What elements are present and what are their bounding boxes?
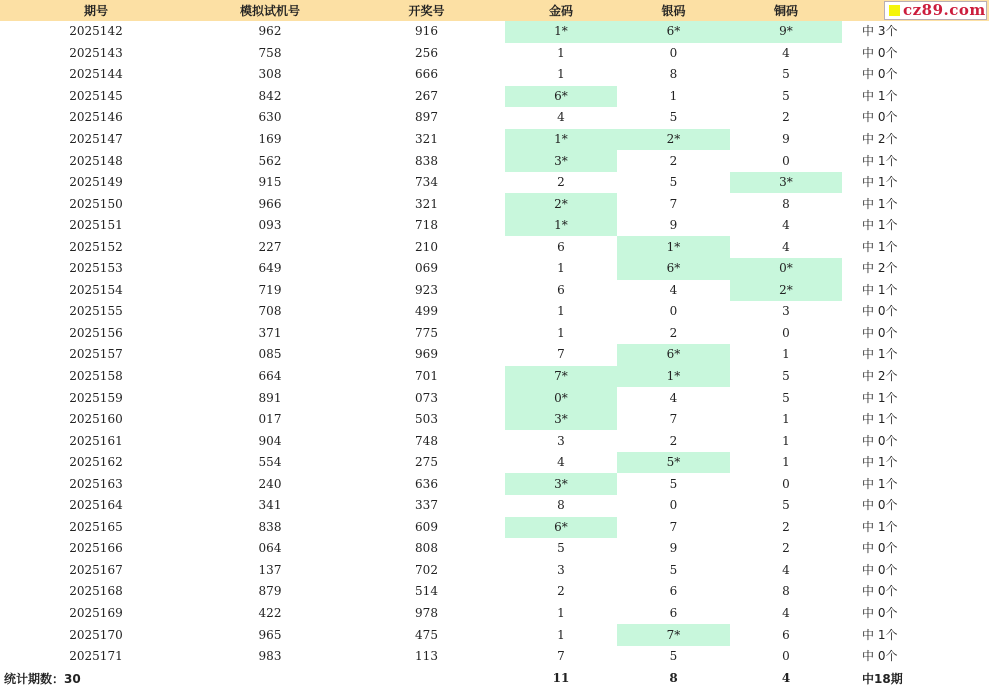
cell-bronze-code: 5	[782, 88, 790, 103]
cell-draw-number: 267	[415, 88, 438, 103]
cell-gold-code: 3*	[505, 409, 617, 431]
cell-bronze-code: 0*	[730, 258, 842, 280]
cell-silver-code: 6	[669, 584, 678, 599]
cell-silver-code: 0	[669, 498, 678, 513]
cell-silver-code: 2*	[617, 129, 730, 151]
cell-period: 2025165	[69, 519, 123, 534]
cell-silver-code: 0	[669, 45, 678, 60]
cell-bronze-code: 4	[782, 45, 790, 60]
cell-bronze-code: 5	[782, 498, 790, 513]
cell-gold-code: 2	[557, 175, 565, 190]
cell-bronze-code: 3*	[730, 172, 842, 194]
table-body	[0, 21, 989, 667]
cell-draw-number: 808	[415, 541, 438, 556]
summary-row	[0, 667, 989, 689]
table-row	[0, 452, 989, 474]
cell-hit-count: 中 1个	[862, 455, 898, 470]
header-gold-code: 金码	[548, 4, 573, 18]
cell-hit-count: 中 1个	[862, 88, 898, 103]
table-row	[0, 624, 989, 646]
header-silver-code: 银码	[661, 4, 686, 18]
cell-sim-number: 649	[258, 261, 282, 276]
cell-sim-number: 966	[258, 196, 282, 211]
cell-sim-number: 879	[258, 584, 282, 599]
cell-hit-count: 中 0个	[862, 67, 898, 82]
cell-period: 2025169	[69, 606, 123, 621]
cell-bronze-code: 1	[782, 412, 790, 427]
cell-hit-count: 中 1个	[862, 282, 898, 297]
logo-square-icon	[889, 5, 900, 16]
table-row	[0, 603, 989, 625]
cell-bronze-code: 4	[782, 562, 790, 577]
cell-sim-number: 758	[258, 45, 282, 60]
cell-draw-number: 897	[415, 110, 438, 125]
cell-draw-number: 734	[415, 175, 438, 190]
cell-gold-code: 1	[557, 261, 565, 276]
summary-hit-total: 中18期	[862, 671, 903, 686]
cell-period: 2025147	[69, 132, 123, 146]
cell-hit-count: 中 0个	[862, 649, 898, 664]
cell-draw-number: 475	[415, 627, 438, 642]
cell-gold-code: 3*	[505, 473, 617, 495]
cell-silver-code: 0	[669, 304, 678, 319]
summary-label: 统计期数：30	[4, 671, 81, 686]
table-row	[0, 387, 989, 409]
cell-period: 2025166	[69, 541, 123, 556]
cell-bronze-code: 1	[782, 455, 790, 470]
cell-gold-code: 4	[557, 455, 565, 470]
cell-sim-number: 962	[258, 24, 282, 39]
cell-gold-code: 1	[557, 67, 565, 82]
cell-hit-count: 中 1个	[862, 390, 898, 405]
cell-bronze-code: 5	[782, 390, 790, 405]
table-row	[0, 430, 989, 452]
cell-silver-code: 6*	[617, 258, 730, 280]
cell-silver-code: 2	[669, 433, 678, 448]
cell-sim-number: 708	[258, 304, 282, 319]
cell-period: 2025142	[69, 24, 123, 39]
table-row	[0, 323, 989, 345]
table-row	[0, 344, 989, 366]
cell-period: 2025144	[69, 67, 123, 82]
cell-sim-number: 240	[258, 476, 282, 491]
cell-sim-number: 169	[258, 132, 282, 146]
cell-draw-number: 210	[415, 239, 438, 254]
cell-bronze-code: 2	[782, 519, 790, 534]
cell-hit-count: 中 0个	[862, 110, 898, 125]
cell-hit-count: 中 1个	[862, 153, 898, 168]
cell-hit-count: 中 0个	[862, 498, 898, 513]
cell-gold-code: 1	[557, 304, 565, 319]
cell-draw-number: 636	[415, 476, 438, 491]
cell-sim-number: 719	[258, 282, 282, 297]
cell-period: 2025143	[69, 45, 123, 60]
cell-sim-number: 891	[258, 390, 282, 405]
cell-hit-count: 中 1个	[862, 196, 898, 211]
header-bronze-code: 铜码	[773, 4, 798, 18]
site-logo[interactable]	[884, 1, 987, 20]
cell-gold-code: 7	[557, 347, 565, 362]
cell-sim-number: 664	[258, 369, 282, 384]
cell-silver-code: 4	[669, 390, 678, 405]
cell-hit-count: 中 2个	[862, 369, 898, 384]
cell-hit-count: 中 1个	[862, 175, 898, 190]
cell-bronze-code: 5	[782, 67, 790, 82]
cell-bronze-code: 8	[782, 584, 790, 599]
cell-silver-code: 9	[669, 218, 678, 233]
cell-hit-count: 中 1个	[862, 519, 898, 534]
cell-silver-code: 2	[669, 325, 678, 340]
cell-draw-number: 666	[415, 67, 438, 82]
cell-gold-code: 0*	[505, 387, 617, 409]
cell-hit-count: 中 0个	[862, 304, 898, 319]
cell-gold-code: 7	[557, 649, 565, 664]
cell-silver-code: 2	[669, 153, 678, 168]
cell-draw-number: 916	[415, 24, 438, 39]
cell-period: 2025149	[69, 175, 123, 190]
cell-draw-number: 321	[415, 132, 438, 146]
cell-sim-number: 371	[258, 325, 282, 340]
cell-silver-code: 9	[669, 541, 678, 556]
cell-draw-number: 073	[415, 390, 438, 405]
cell-gold-code: 4	[557, 110, 565, 125]
cell-draw-number: 978	[415, 606, 438, 621]
cell-hit-count: 中 2个	[862, 132, 898, 146]
cell-sim-number: 983	[258, 649, 282, 664]
cell-draw-number: 838	[415, 153, 438, 168]
table-row	[0, 301, 989, 323]
cell-bronze-code: 1	[782, 433, 790, 448]
cell-draw-number: 069	[415, 261, 438, 276]
cell-hit-count: 中 0个	[862, 584, 898, 599]
summary-gold-total: 11	[552, 671, 570, 686]
cell-period: 2025171	[69, 649, 123, 664]
cell-draw-number: 702	[415, 562, 438, 577]
table-row	[0, 172, 989, 194]
cell-sim-number: 093	[258, 218, 282, 233]
cell-period: 2025146	[69, 110, 123, 125]
cell-silver-code: 5	[669, 175, 678, 190]
cell-silver-code: 5	[669, 476, 678, 491]
table-row	[0, 517, 989, 539]
cell-draw-number: 503	[415, 412, 438, 427]
cell-bronze-code: 0	[782, 649, 790, 664]
cell-period: 2025148	[69, 153, 123, 168]
cell-draw-number: 321	[415, 196, 438, 211]
cell-gold-code: 3	[557, 433, 565, 448]
cell-hit-count: 中 0个	[862, 606, 898, 621]
cell-bronze-code: 9	[782, 132, 790, 146]
cell-sim-number: 630	[258, 110, 282, 125]
cell-gold-code: 2*	[505, 193, 617, 215]
cell-draw-number: 969	[415, 347, 438, 362]
cell-silver-code: 5	[669, 110, 678, 125]
cell-hit-count: 中 2个	[862, 261, 898, 276]
cell-hit-count: 中 1个	[862, 239, 898, 254]
table-row	[0, 538, 989, 560]
cell-period: 2025155	[69, 304, 123, 319]
cell-draw-number: 256	[415, 45, 438, 60]
cell-hit-count: 中 1个	[862, 218, 898, 233]
table-row	[0, 258, 989, 280]
cell-draw-number: 499	[415, 304, 438, 319]
cell-silver-code: 1*	[617, 236, 730, 258]
summary-empty	[192, 667, 348, 689]
cell-draw-number: 275	[415, 455, 438, 470]
cell-bronze-code: 6	[782, 627, 790, 642]
cell-period: 2025161	[69, 433, 123, 448]
cell-sim-number: 562	[258, 153, 282, 168]
cell-gold-code: 5	[557, 541, 565, 556]
cell-gold-code: 6	[557, 282, 565, 297]
cell-hit-count: 中 1个	[862, 476, 898, 491]
cell-period: 2025163	[69, 476, 123, 491]
table-row	[0, 215, 989, 237]
cell-gold-code: 6	[557, 239, 565, 254]
cell-draw-number: 718	[415, 218, 438, 233]
table-row	[0, 150, 989, 172]
cell-period: 2025158	[69, 369, 123, 384]
cell-draw-number: 923	[415, 282, 438, 297]
cell-period: 2025160	[69, 412, 123, 427]
cell-sim-number: 422	[258, 606, 282, 621]
cell-draw-number: 748	[415, 433, 438, 448]
cell-sim-number: 904	[258, 433, 282, 448]
summary-empty	[348, 667, 505, 689]
cell-period: 2025151	[69, 218, 123, 233]
cell-silver-code: 6*	[617, 21, 730, 43]
cell-sim-number: 842	[258, 88, 282, 103]
cell-bronze-code: 0	[782, 325, 790, 340]
cell-silver-code: 7	[669, 519, 678, 534]
header-logo-cell	[842, 0, 989, 21]
cell-gold-code: 8	[557, 498, 565, 513]
cell-gold-code: 1*	[505, 215, 617, 237]
cell-bronze-code: 4	[782, 606, 790, 621]
cell-silver-code: 7*	[617, 624, 730, 646]
cell-sim-number: 838	[258, 519, 282, 534]
cell-gold-code: 3*	[505, 150, 617, 172]
cell-bronze-code: 0	[782, 153, 790, 168]
table-row	[0, 473, 989, 495]
table-row	[0, 581, 989, 603]
table-row	[0, 366, 989, 388]
cell-bronze-code: 4	[782, 218, 790, 233]
cell-bronze-code: 2*	[730, 280, 842, 302]
cell-bronze-code: 0	[782, 476, 790, 491]
cell-bronze-code: 2	[782, 110, 790, 125]
cell-gold-code: 7*	[505, 366, 617, 388]
cell-hit-count: 中 0个	[862, 325, 898, 340]
cell-sim-number: 915	[258, 175, 282, 190]
cell-gold-code: 6*	[505, 517, 617, 539]
cell-period: 2025170	[69, 627, 123, 642]
cell-bronze-code: 1	[782, 347, 790, 362]
table-row	[0, 107, 989, 129]
cell-hit-count: 中 0个	[862, 45, 898, 60]
table-header	[0, 0, 989, 21]
table-row	[0, 560, 989, 582]
cell-sim-number: 085	[258, 347, 282, 362]
cell-period: 2025168	[69, 584, 123, 599]
cell-silver-code: 8	[669, 67, 678, 82]
cell-silver-code: 5*	[617, 452, 730, 474]
cell-silver-code: 7	[669, 412, 678, 427]
cell-gold-code: 1	[557, 606, 565, 621]
cell-draw-number: 609	[415, 519, 438, 534]
logo-text: cz89.com	[903, 1, 986, 19]
cell-sim-number: 137	[258, 562, 282, 577]
header-period: 期号	[83, 4, 108, 18]
table-row	[0, 236, 989, 258]
summary-silver-total: 8	[669, 671, 678, 686]
cell-bronze-code: 3	[782, 304, 790, 319]
cell-silver-code: 6	[669, 606, 678, 621]
cell-period: 2025159	[69, 390, 123, 405]
header-draw-number: 开奖号	[408, 4, 445, 18]
cell-gold-code: 1	[557, 325, 565, 340]
cell-draw-number: 775	[415, 325, 438, 340]
cell-hit-count: 中 1个	[862, 627, 898, 642]
cell-draw-number: 337	[415, 498, 438, 513]
cell-period: 2025157	[69, 347, 123, 362]
table-row	[0, 86, 989, 108]
cell-bronze-code: 9*	[730, 21, 842, 43]
cell-silver-code: 1*	[617, 366, 730, 388]
table-row	[0, 646, 989, 668]
cell-period: 2025150	[69, 196, 123, 211]
table-row	[0, 129, 989, 151]
cell-hit-count: 中 0个	[862, 433, 898, 448]
cell-bronze-code: 4	[782, 239, 790, 254]
cell-bronze-code: 5	[782, 369, 790, 384]
cell-period: 2025167	[69, 562, 123, 577]
cell-silver-code: 5	[669, 649, 678, 664]
cell-silver-code: 6*	[617, 344, 730, 366]
cell-hit-count: 中 0个	[862, 541, 898, 556]
cell-period: 2025154	[69, 282, 123, 297]
cell-bronze-code: 8	[782, 196, 790, 211]
cell-sim-number: 017	[258, 412, 282, 427]
cell-sim-number: 341	[258, 498, 282, 513]
table-row	[0, 495, 989, 517]
cell-silver-code: 4	[669, 282, 678, 297]
table-row	[0, 64, 989, 86]
cell-gold-code: 1	[557, 627, 565, 642]
cell-gold-code: 3	[557, 562, 565, 577]
table-row	[0, 21, 989, 43]
cell-silver-code: 7	[669, 196, 678, 211]
cell-hit-count: 中 1个	[862, 412, 898, 427]
table-row	[0, 409, 989, 431]
table-row	[0, 280, 989, 302]
cell-draw-number: 701	[415, 369, 438, 384]
cell-sim-number: 064	[258, 541, 282, 556]
cell-silver-code: 1	[669, 88, 678, 103]
header-sim-number: 模拟试机号	[239, 4, 300, 18]
cell-silver-code: 5	[669, 562, 678, 577]
cell-sim-number: 965	[258, 627, 282, 642]
cell-period: 2025162	[69, 455, 123, 470]
summary-bronze-total: 4	[781, 671, 791, 686]
cell-sim-number: 308	[258, 67, 282, 82]
cell-gold-code: 1	[557, 45, 565, 60]
cell-hit-count: 中 0个	[862, 562, 898, 577]
cell-hit-count: 中 1个	[862, 347, 898, 362]
cell-bronze-code: 2	[782, 541, 790, 556]
cell-period: 2025145	[69, 88, 123, 103]
cell-gold-code: 6*	[505, 86, 617, 108]
table-row	[0, 193, 989, 215]
cell-period: 2025153	[69, 261, 123, 276]
cell-gold-code: 1*	[505, 129, 617, 151]
cell-period: 2025164	[69, 498, 123, 513]
cell-hit-count: 中 3个	[862, 24, 898, 39]
cell-sim-number: 554	[258, 455, 282, 470]
cell-gold-code: 2	[557, 584, 565, 599]
cell-period: 2025152	[69, 239, 123, 254]
cell-gold-code: 1*	[505, 21, 617, 43]
table-row	[0, 43, 989, 65]
cell-sim-number: 227	[258, 239, 282, 254]
cell-draw-number: 113	[415, 649, 438, 664]
cell-period: 2025156	[69, 325, 123, 340]
cell-draw-number: 514	[415, 584, 438, 599]
